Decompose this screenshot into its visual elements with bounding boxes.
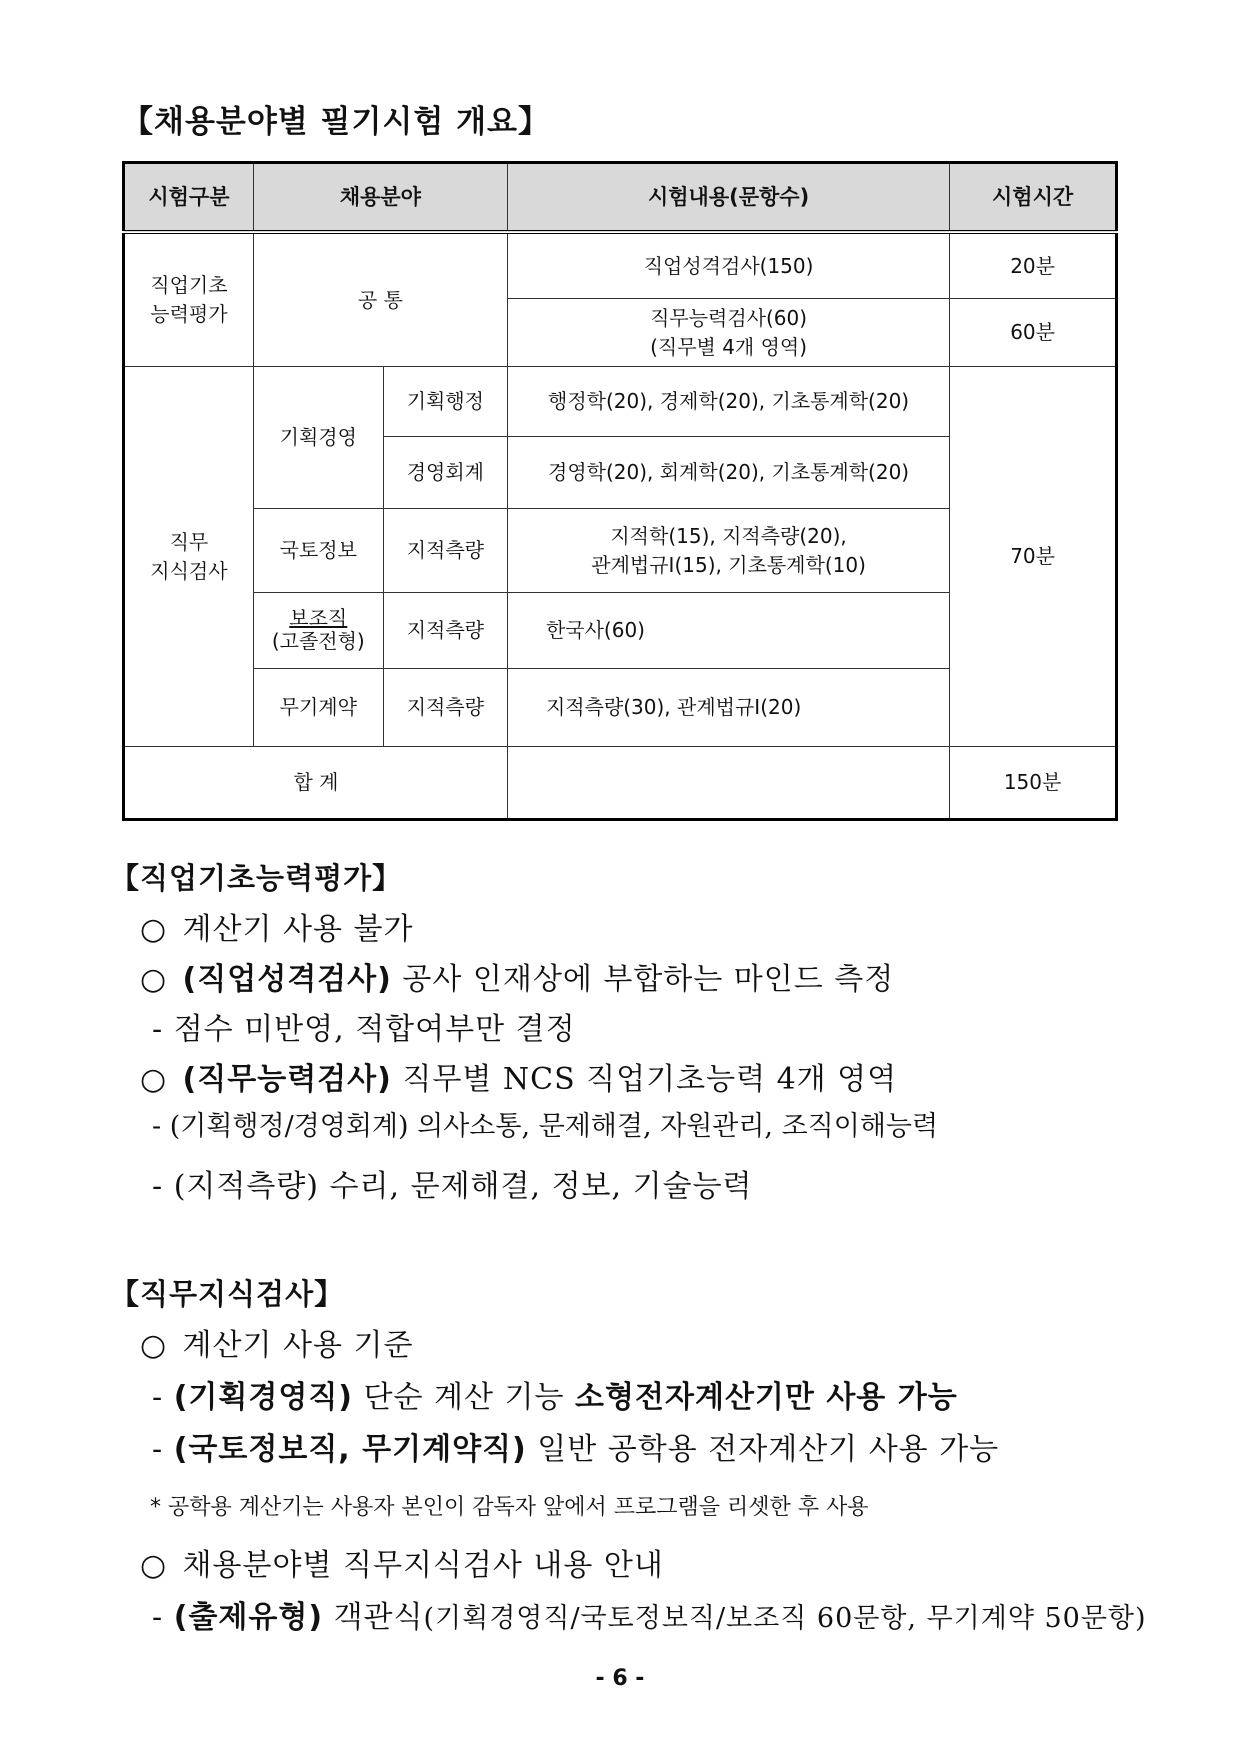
basic-category-cell — [124, 232, 254, 367]
bullet-line — [140, 904, 413, 948]
header-time: 시험시간 — [950, 163, 1117, 233]
accounting-content-cell: 경영학(20), 회계학(20), 기초통계학(20) — [507, 436, 949, 508]
bullet-text: 채용분야별 직무지식검사 내용 안내 — [182, 1548, 664, 1583]
table-header-row — [124, 163, 1117, 233]
bullet-bold-text: (직무능력검사) — [182, 1062, 392, 1097]
bullet-text: 공사 인재상에 부합하는 마인드 측정 — [391, 962, 895, 997]
header-content: 시험내용(문항수) — [507, 163, 949, 233]
dash-bold-text: 소형전자계산기만 사용 가능 — [575, 1380, 958, 1415]
aux-field-line2: (고졸전형) — [271, 629, 365, 654]
dash-bullet-icon: - — [152, 1380, 164, 1415]
ability-test-line2: (직무별 4개 영역) — [650, 334, 808, 359]
ability-test-cell — [507, 299, 949, 367]
ability-time-cell: 60분 — [950, 299, 1117, 367]
header-exam-type: 시험구분 — [124, 163, 254, 233]
circle-bullet-icon: ○ — [140, 912, 168, 947]
header-field: 채용분야 — [253, 163, 507, 233]
job-category-line1: 직무 — [169, 529, 209, 554]
dash-text: 일반 공학용 전자계산기 사용 가능 — [526, 1432, 1000, 1467]
dash-line — [152, 1424, 999, 1468]
total-time-cell: 150분 — [950, 746, 1117, 819]
page-title: 【채용분야별 필기시험 개요】 — [122, 104, 550, 140]
aux-sub-cell: 지적측량 — [383, 593, 507, 669]
contract-content-cell: 지적측량(30), 관계법규Ⅰ(20) — [507, 668, 949, 746]
bullet-text: 계산기 사용 기준 — [182, 1328, 414, 1363]
contract-field-cell: 무기계약 — [253, 668, 383, 746]
exam-overview-table — [122, 161, 1118, 821]
total-content-cell — [507, 746, 949, 819]
bullet-line — [140, 1054, 897, 1098]
section-basic-ability-title: 【직업기초능력평가】 — [110, 861, 403, 895]
dash-text: 점수 미반영, 적합여부만 결정 — [173, 1012, 576, 1047]
section-job-knowledge-title: 【직무지식검사】 — [110, 1277, 345, 1311]
aux-field-line1: 보조직 — [289, 606, 348, 631]
personality-time-cell: 20분 — [950, 232, 1117, 299]
dash-bold-text: (국토정보직, 무기계약직) — [173, 1432, 527, 1467]
land-sub-cell: 지적측량 — [383, 508, 507, 592]
circle-bullet-icon: ○ — [140, 962, 168, 997]
dash-bullet-icon: - — [152, 1432, 164, 1467]
circle-bullet-icon: ○ — [140, 1328, 168, 1363]
dash-small-text: (기획경영직/국토정보직/보조직 60문항, 무기계약 50문항) — [423, 1603, 1147, 1634]
admin-sub-cell: 기획행정 — [383, 367, 507, 436]
accounting-sub-cell: 경영회계 — [383, 436, 507, 508]
calculator-note: * 공학용 계산기는 사용자 본인이 감독자 앞에서 프로그램을 리셋한 후 사용 — [150, 1495, 869, 1520]
personality-test-cell: 직업성격검사(150) — [507, 232, 949, 299]
dash-bold-text: (기획경영직) — [173, 1380, 354, 1415]
contract-sub-cell: 지적측량 — [383, 668, 507, 746]
basic-category-line1: 직업기초 — [150, 273, 228, 298]
dash-line — [152, 1104, 938, 1143]
total-label-cell: 합 계 — [124, 746, 508, 819]
land-content-cell — [507, 508, 949, 592]
circle-bullet-icon: ○ — [140, 1548, 168, 1583]
land-content-line2: 관계법규Ⅰ(15), 기초통계학(10) — [591, 552, 866, 577]
page-number: - 6 - — [595, 1666, 645, 1691]
dash-bullet-icon: - — [152, 1600, 164, 1635]
dash-bullet-icon: - — [152, 1111, 162, 1142]
aux-content-cell: 한국사(60) — [507, 593, 949, 669]
dash-line — [152, 1161, 753, 1205]
table-row — [124, 232, 1117, 299]
dash-text: 객관식 — [323, 1600, 424, 1635]
job-category-line2: 지식검사 — [150, 558, 228, 583]
bullet-line — [140, 1540, 664, 1584]
job-category-cell — [124, 367, 254, 746]
table-row — [124, 367, 1117, 436]
admin-content-cell: 행정학(20), 경제학(20), 기초통계학(20) — [507, 367, 949, 436]
ability-test-line1: 직무능력검사(60) — [650, 305, 808, 330]
bullet-text: 직무별 NCS 직업기초능력 4개 영역 — [391, 1062, 898, 1097]
aux-field-cell — [253, 593, 383, 669]
job-time-cell: 70분 — [950, 367, 1117, 746]
dash-bold-text: (출제유형) — [173, 1600, 324, 1635]
bullet-text: 계산기 사용 불가 — [182, 912, 414, 947]
dash-text: 단순 계산 기능 — [353, 1380, 576, 1415]
land-field-cell: 국토정보 — [253, 508, 383, 592]
dash-line — [152, 1004, 576, 1048]
bullet-line — [140, 954, 894, 998]
dash-text: (지적측량) 수리, 문제해결, 정보, 기술능력 — [173, 1169, 753, 1204]
table-row-total — [124, 746, 1117, 819]
bullet-bold-text: (직업성격검사) — [182, 962, 392, 997]
dash-line — [152, 1372, 958, 1416]
planning-field-cell: 기획경영 — [253, 367, 383, 508]
basic-field-cell: 공 통 — [253, 232, 507, 367]
basic-category-line2: 능력평가 — [150, 302, 228, 327]
dash-bullet-icon: - — [152, 1012, 164, 1047]
land-content-line1: 지적학(15), 지적측량(20), — [610, 523, 847, 548]
dash-text: (기획행정/경영회계) 의사소통, 문제해결, 자원관리, 조직이해능력 — [169, 1111, 939, 1142]
circle-bullet-icon: ○ — [140, 1062, 168, 1097]
dash-line — [152, 1592, 1147, 1636]
bullet-line — [140, 1320, 413, 1364]
dash-bullet-icon: - — [152, 1169, 164, 1204]
